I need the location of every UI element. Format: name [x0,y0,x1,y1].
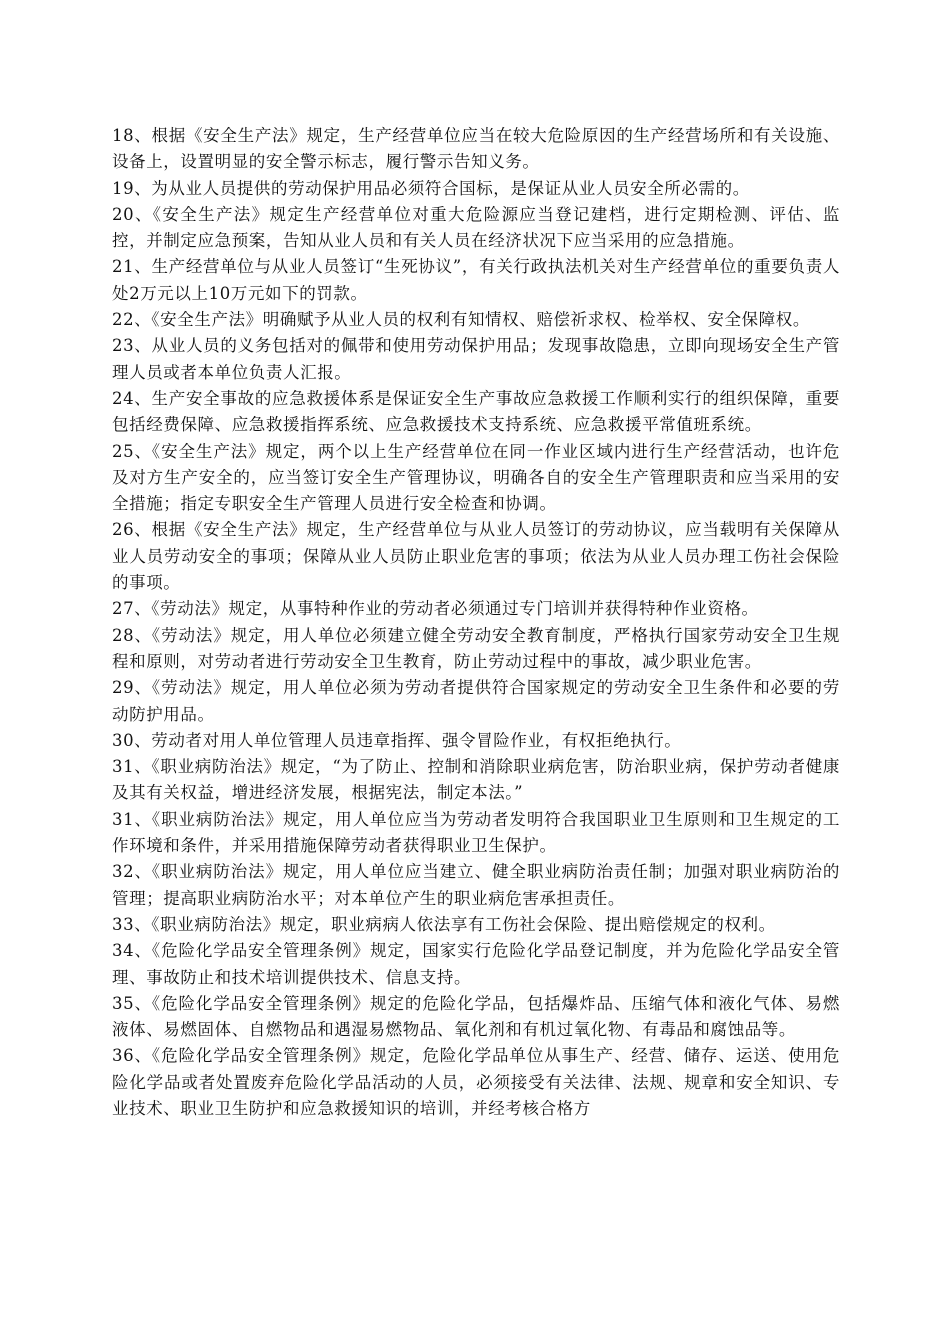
paragraph-23: 23、从业人员的义务包括对的佩带和使用劳动保护用品；发现事故隐患，立即向现场安全生产管理人员或者本单位负责人汇报。 [112,336,840,382]
paragraph-29: 29、《劳动法》规定，用人单位必须为劳动者提供符合国家规定的劳动安全卫生条件和必要的劳动防护用品。 [112,678,840,724]
paragraph-34: 34、《危险化学品安全管理条例》规定，国家实行危险化学品登记制度，并为危险化学品安全管理、事故防止和技术培训提供技术、信息支持。 [112,941,840,987]
paragraph-21: 21、生产经营单位与从业人员签订“生死协议”，有关行政执法机关对生产经营单位的重要负责人处2万元以上10万元如下的罚款。 [112,257,840,303]
paragraph-31a: 31、《职业病防治法》规定，“为了防止、控制和消除职业病危害，防治职业病，保护劳动者健康及其有关权益，增进经济发展，根据宪法，制定本法。” [112,757,840,803]
paragraph-19: 19、为从业人员提供的劳动保护用品必须符合国标，是保证从业人员安全所必需的。 [112,178,750,198]
paragraph-31b: 31、《职业病防治法》规定，用人单位应当为劳动者发明符合我国职业卫生原则和卫生规定的工作环境和条件，并采用措施保障劳动者获得职业卫生保护。 [112,809,840,856]
paragraph-33: 33、《职业病防治法》规定，职业病病人依法享有工伤社会保险、提出赔偿规定的权利。 [112,914,776,934]
document-body [112,123,840,1122]
paragraph-22: 22、《安全生产法》明确赋予从业人员的权利有知情权、赔偿祈求权、检举权、安全保障权。 [112,310,810,330]
paragraph-36: 36、《危险化学品安全管理条例》规定，危险化学品单位从事生产、经营、储存、运送、使用危险化学品或者处置废弃危险化学品活动的人员，必须接受有关法律、法规、规章和安全知识、专业技术、职业卫生防护和应急救援知识的培训，并经考核合格方 [112,1046,840,1118]
paragraph-30: 30、劳动者对用人单位管理人员违章指挥、强令冒险作业，有权拒绝执行。 [112,730,682,750]
paragraph-18: 18、根据《安全生产法》规定，生产经营单位应当在较大危险原因的生产经营场所和有关设施、设备上，设置明显的安全警示标志，履行警示告知义务。 [112,126,840,172]
paragraph-20: 20、《安全生产法》规定生产经营单位对重大危险源应当登记建档，进行定期检测、评估、监控，并制定应急预案，告知从业人员和有关人员在经济状况下应当采用的应急措施。 [112,204,840,251]
paragraph-27: 27、《劳动法》规定，从事特种作业的劳动者必须通过专门培训并获得特种作业资格。 [112,599,759,619]
paragraph-32: 32、《职业病防治法》规定，用人单位应当建立、健全职业病防治责任制；加强对职业病防治的管理；提高职业病防治水平；对本单位产生的职业病危害承担责任。 [112,862,840,908]
paragraph-35: 35、《危险化学品安全管理条例》规定的危险化学品，包括爆炸品、压缩气体和液化气体、易燃液体、易燃固体、自燃物品和遇湿易燃物品、氧化剂和有机过氧化物、有毒品和腐蚀品等。 [112,993,840,1040]
paragraph-26: 26、根据《安全生产法》规定，生产经营单位与从业人员签订的劳动协议，应当载明有关保障从业人员劳动安全的事项；保障从业人员防止职业危害的事项；依法为从业人员办理工伤社会保险的事项。 [112,520,840,593]
paragraph-24: 24、生产安全事故的应急救援体系是保证安全生产事故应急救援工作顺利实行的组织保障，重要包括经费保障、应急救援指挥系统、应急救援技术支持系统、应急救援平常值班系统。 [112,388,840,435]
paragraph-28: 28、《劳动法》规定，用人单位必须建立健全劳动安全教育制度，严格执行国家劳动安全卫生规程和原则，对劳动者进行劳动安全卫生教育，防止劳动过程中的事故，减少职业危害。 [112,625,840,671]
paragraph-25: 25、《安全生产法》规定，两个以上生产经营单位在同一作业区域内进行生产经营活动，也许危及对方生产安全的，应当签订安全生产管理协议，明确各自的安全生产管理职责和应当采用的安全措施；指定专职安全生产管理人员进行安全检查和协调。 [112,441,840,514]
